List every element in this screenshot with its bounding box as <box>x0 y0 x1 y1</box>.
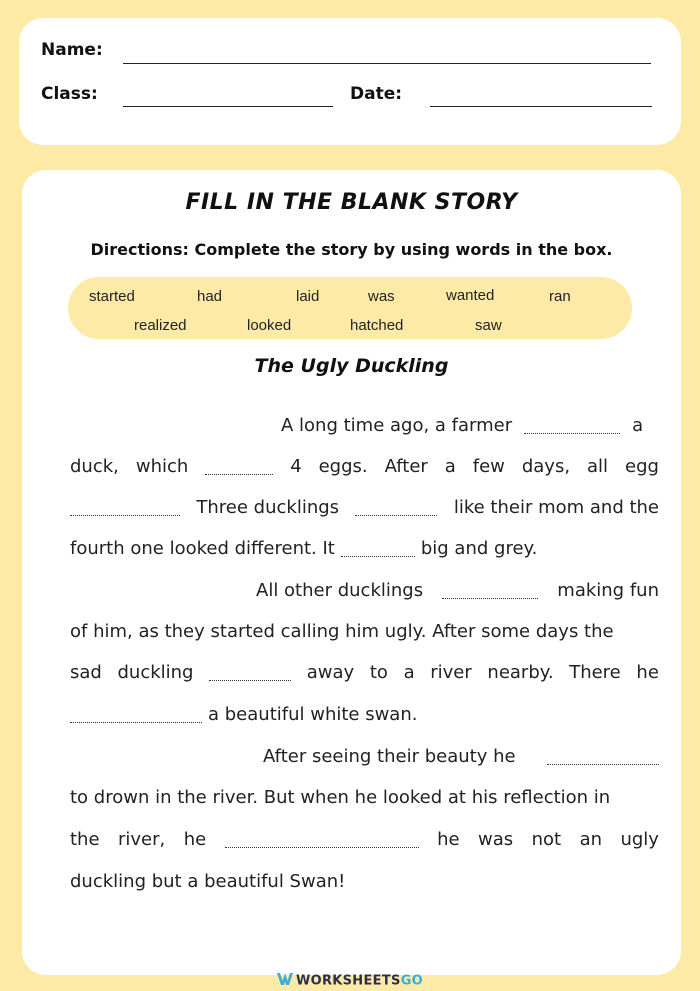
story-text: river <box>430 661 472 683</box>
word-laid: laid <box>296 288 320 305</box>
story-text: All other ducklings <box>256 579 424 601</box>
story-text: duckling <box>117 661 194 683</box>
story-text: a <box>444 455 456 477</box>
story-line <box>70 575 659 605</box>
story-text: duck, <box>70 455 119 477</box>
word-ran: ran <box>549 288 571 305</box>
footer-brand <box>0 973 700 989</box>
blank-5[interactable] <box>341 542 415 557</box>
story-text: sad <box>70 661 102 683</box>
story-text: Three ducklings <box>196 496 340 518</box>
story-text: he <box>636 661 659 683</box>
word-looked: looked <box>247 317 292 334</box>
word-had: had <box>197 288 223 305</box>
name-field[interactable] <box>123 63 651 64</box>
story-text: There <box>569 661 621 683</box>
story-text: was <box>478 828 514 850</box>
brand-name-accent: GO <box>400 973 424 989</box>
story-text: fourth one looked different. It <box>70 537 335 559</box>
word-saw: saw <box>475 317 502 334</box>
story-line <box>70 824 659 854</box>
story-text: a beautiful white swan. <box>208 703 418 725</box>
blank-3[interactable] <box>70 501 180 516</box>
story-text: nearby. <box>487 661 554 683</box>
story-text: of him, as they started calling him ugly. After some days the <box>70 620 614 642</box>
blank-8[interactable] <box>70 708 202 723</box>
story-title: The Ugly Duckling <box>254 355 449 377</box>
word-started: started <box>89 288 135 305</box>
story-text: which <box>135 455 189 477</box>
class-field[interactable] <box>123 106 333 107</box>
story-text: After seeing their beauty he <box>263 745 516 767</box>
blank-1[interactable] <box>524 419 620 434</box>
date-label: Date: <box>350 84 403 104</box>
worksheetsgo-logo-icon <box>277 973 293 989</box>
worksheet-card <box>22 170 681 975</box>
word-hatched: hatched <box>350 317 404 334</box>
blank-7[interactable] <box>209 666 291 681</box>
story-text: After <box>384 455 428 477</box>
story-text: making fun <box>557 579 659 601</box>
story-text: to <box>369 661 388 683</box>
worksheet-title: FILL IN THE BLANK STORY <box>185 190 518 215</box>
word-was: was <box>368 288 395 305</box>
story-text: egg <box>625 455 659 477</box>
story-line <box>70 741 659 771</box>
date-field[interactable] <box>430 106 652 107</box>
story-text: to drown in the river. But when he looked at his reflection in <box>70 786 611 808</box>
story-text: a <box>632 414 644 436</box>
story-text: he <box>437 828 460 850</box>
story-text: away <box>306 661 355 683</box>
story-line <box>70 699 659 729</box>
story-text: not <box>531 828 562 850</box>
student-info-card <box>19 18 681 145</box>
story-text: he <box>183 828 207 850</box>
story-text: ugly <box>620 828 659 850</box>
story-text: few <box>472 455 505 477</box>
story-line <box>70 492 659 522</box>
story-line <box>70 866 659 896</box>
story-text: eggs. <box>318 455 368 477</box>
blank-9[interactable] <box>547 750 659 765</box>
word-wanted: wanted <box>446 287 495 304</box>
story-text: 4 <box>290 455 302 477</box>
story-text: big and grey. <box>420 537 538 559</box>
story-text: river, <box>118 828 166 850</box>
story-text: all <box>587 455 609 477</box>
story-line <box>70 657 659 687</box>
story-text: like their mom and the <box>453 496 659 518</box>
story-text: an <box>579 828 603 850</box>
story-text: A long time ago, a farmer <box>281 414 513 436</box>
story-line <box>70 616 659 646</box>
story-text: a <box>403 661 415 683</box>
class-label: Class: <box>41 84 98 104</box>
directions-text: Directions: Complete the story by using words in the box. <box>90 240 613 259</box>
blank-6[interactable] <box>442 584 538 599</box>
story-line <box>70 782 659 812</box>
word-realized: realized <box>134 317 187 334</box>
story-text: duckling but a beautiful Swan! <box>70 870 346 892</box>
story-line <box>70 410 659 440</box>
word-box <box>68 277 632 339</box>
blank-4[interactable] <box>355 501 437 516</box>
blank-10[interactable] <box>225 833 419 848</box>
blank-2[interactable] <box>205 460 273 475</box>
name-label: Name: <box>41 40 103 60</box>
story-text: days, <box>521 455 571 477</box>
story-text: the <box>70 828 100 850</box>
story-line <box>70 451 659 481</box>
story-line <box>70 533 659 563</box>
brand-name: WORKSHEETS <box>295 973 401 989</box>
